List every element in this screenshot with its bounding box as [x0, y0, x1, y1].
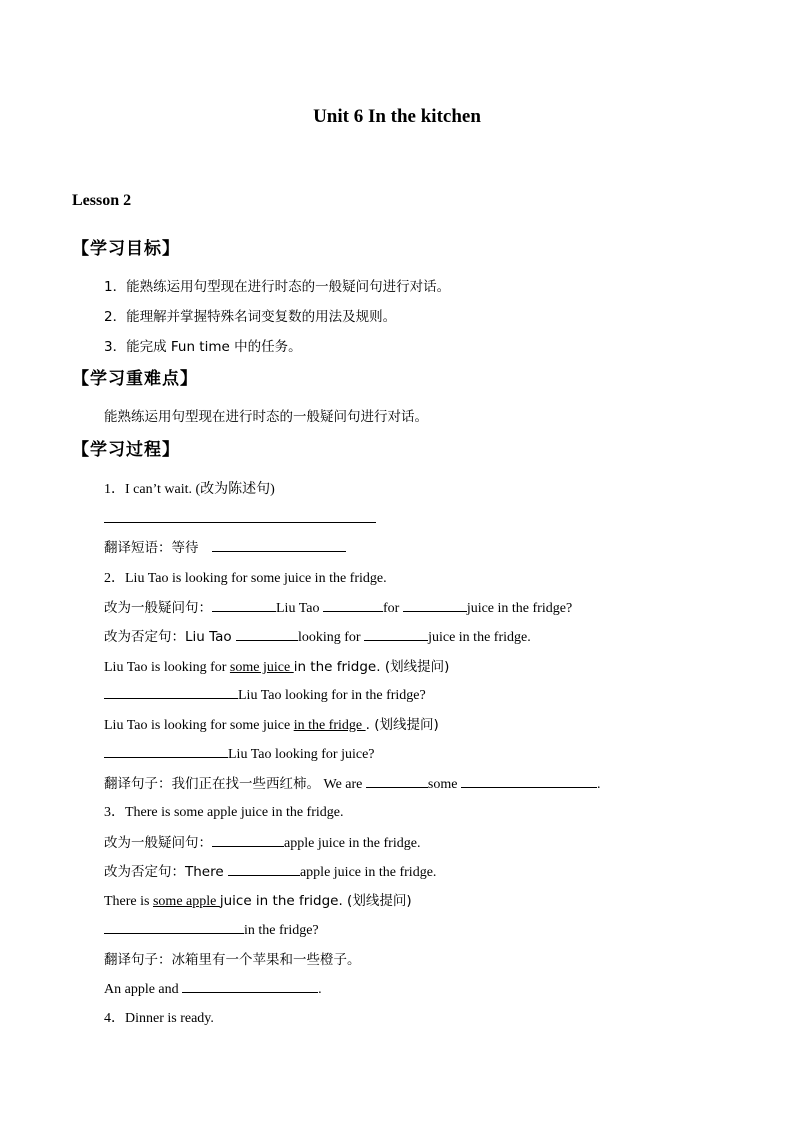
q2-negative-text: juice in the fridge.: [428, 630, 531, 645]
answer-blank[interactable]: [212, 832, 284, 847]
answer-blank[interactable]: [212, 537, 346, 552]
q3-ask-answer-text: in the fridge?: [244, 923, 319, 938]
goal-item: 1．能熟练运用句型现在进行时态的一般疑问句进行对话。: [104, 279, 451, 295]
answer-blank[interactable]: [366, 773, 428, 788]
q1-translate-label: 翻译短语：等待: [104, 540, 199, 556]
answer-line[interactable]: [104, 522, 376, 523]
answer-blank[interactable]: [104, 684, 238, 699]
goal-item: 3．能完成 Fun time 中的任务。: [104, 339, 302, 355]
q3-general-text: apple juice in the fridge.: [284, 836, 421, 851]
section-goals-heading: 【学习目标】: [72, 239, 180, 259]
q2-ask2-answer-text: Liu Tao looking for juice?: [228, 747, 375, 762]
q2-prompt: 2．Liu Tao is looking for some juice in the fridge.: [104, 571, 387, 586]
goal-item: 2．能理解并掌握特殊名词变复数的用法及规则。: [104, 309, 397, 325]
key-point-text: 能熟练运用句型现在进行时态的一般疑问句进行对话。: [104, 409, 428, 425]
q2-translate-label: 翻译句子：我们正在找一些西红柿。: [104, 776, 320, 792]
q2-ask2-text: . (划线提问): [365, 717, 439, 733]
q3-ask-text: juice in the fridge. (划线提问): [219, 893, 412, 909]
q2-general-text: for: [382, 601, 403, 616]
underlined-phrase: some apple: [152, 894, 220, 909]
section-process-heading: 【学习过程】: [72, 440, 180, 460]
answer-blank[interactable]: [228, 861, 300, 876]
answer-blank[interactable]: [403, 597, 467, 612]
q2-ask1-text: Liu Tao is looking for: [104, 660, 230, 675]
lesson-heading: Lesson 2: [72, 192, 132, 209]
underlined-phrase: in the fridge: [293, 718, 366, 733]
page-title: Unit 6 In the kitchen: [313, 106, 481, 127]
q2-translate-text: We are: [320, 777, 366, 792]
q2-ask1-text: in the fridge. (划线提问): [293, 659, 450, 675]
section-key-points-heading: 【学习重难点】: [72, 369, 198, 389]
answer-blank[interactable]: [182, 978, 318, 993]
answer-blank[interactable]: [104, 919, 244, 934]
q2-ask2-text: Liu Tao is looking for some juice: [104, 718, 294, 733]
q3-translate-text: .: [318, 982, 322, 997]
answer-blank[interactable]: [104, 743, 228, 758]
q2-general-text: juice in the fridge?: [466, 601, 573, 616]
q3-general-label: 改为一般疑问句：: [104, 835, 212, 851]
answer-blank[interactable]: [212, 597, 276, 612]
q2-negative-text: looking for: [297, 630, 365, 645]
q3-negative-text: apple juice in the fridge.: [299, 865, 437, 880]
q2-ask1-answer-text: Liu Tao looking for in the fridge?: [238, 688, 426, 703]
q3-prompt: 3．There is some apple juice in the fridge.: [104, 805, 344, 820]
answer-blank[interactable]: [364, 626, 428, 641]
answer-blank[interactable]: [461, 773, 597, 788]
q3-translate-text: An apple and: [104, 982, 183, 997]
q3-ask-text: There is: [104, 894, 153, 909]
q2-general-text: Liu Tao: [276, 601, 323, 616]
q2-translate-text: .: [596, 777, 601, 792]
answer-blank[interactable]: [323, 597, 383, 612]
q3-negative-label: 改为否定句：There: [104, 864, 228, 880]
q2-negative-label: 改为否定句：Liu Tao: [104, 629, 236, 645]
underlined-phrase: some juice: [229, 660, 294, 675]
q2-general-label: 改为一般疑问句：: [104, 600, 212, 616]
q2-translate-text: some: [427, 777, 461, 792]
answer-blank[interactable]: [236, 626, 298, 641]
q4-prompt: 4．Dinner is ready.: [104, 1011, 214, 1026]
q1-prompt: 1．I can’t wait. (改为陈述句): [104, 482, 275, 497]
q3-translate-label: 翻译句子：冰箱里有一个苹果和一些橙子。: [104, 952, 361, 968]
